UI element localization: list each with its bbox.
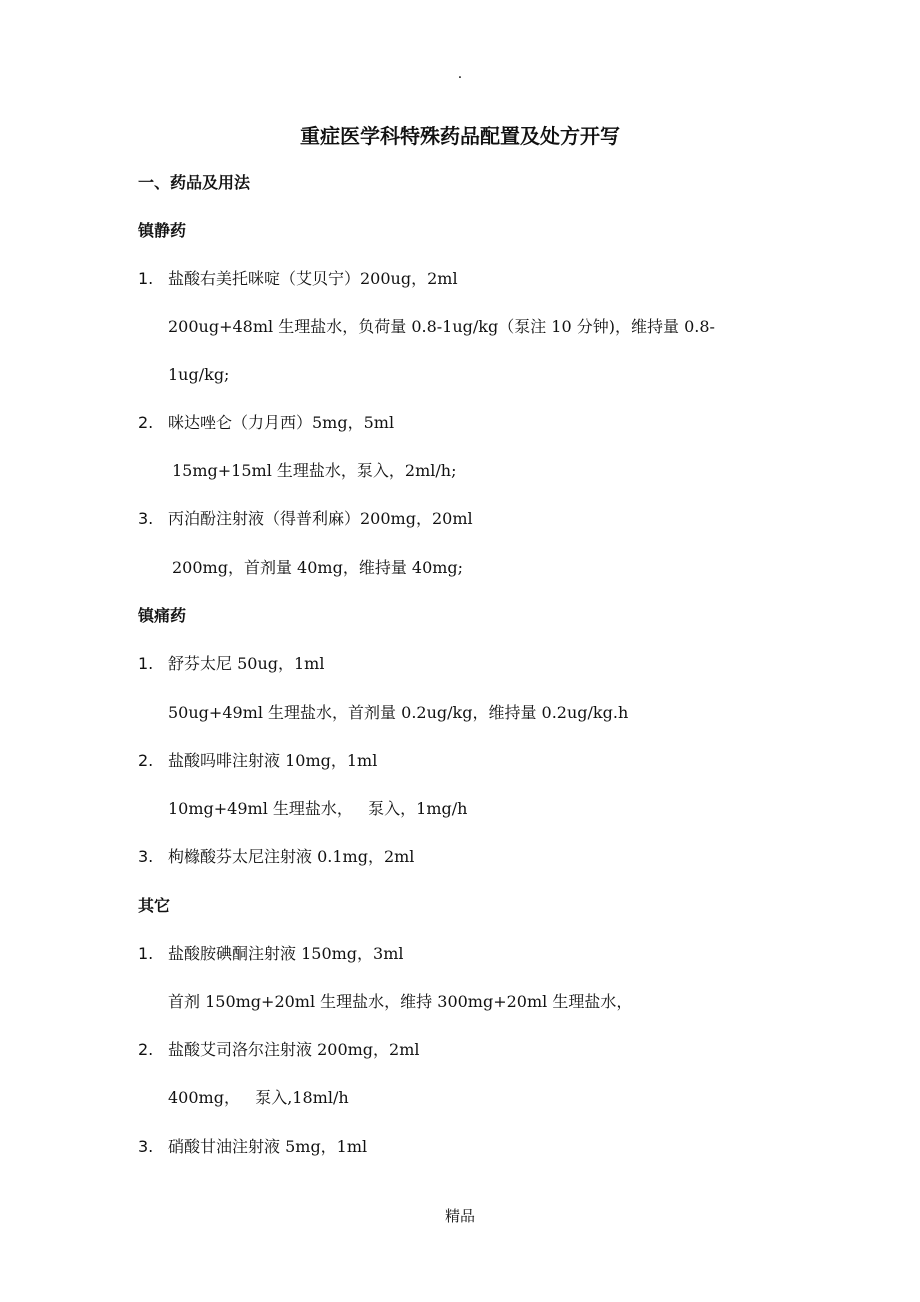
section-heading: 一、药品及用法 [138,173,251,192]
drug-name: 咪达唑仑（力月西）5mg，5ml [168,413,395,432]
drug-usage: 200ug+48ml 生理盐水，负荷量 0.8-1ug/kg（泵注 10 分钟)，维持量 0.8- [168,317,715,336]
document-title: 重症医学科特殊药品配置及处方开写 [300,124,620,148]
others-heading: 其它 [138,896,171,915]
item-number: 1. [138,944,154,963]
drug-name: 枸橼酸芬太尼注射液 0.1mg，2ml [168,847,415,866]
drug-name: 盐酸吗啡注射液 10mg，1ml [168,751,378,770]
item-number: 2. [138,413,154,432]
drug-usage: 50ug+49ml 生理盐水，首剂量 0.2ug/kg，维持量 0.2ug/kg.h [168,703,629,722]
drug-name: 盐酸胺碘酮注射液 150mg，3ml [168,944,404,963]
page-footer: 精品 [444,1207,475,1225]
item-number: 3. [138,509,154,528]
drug-name: 丙泊酚注射液（得普利麻）200mg，20ml [168,509,473,528]
drug-name: 硝酸甘油注射液 5mg，1ml [168,1137,368,1156]
drug-usage: 10mg+49ml 生理盐水， 泵入，1mg/h [168,799,468,818]
item-number: 3. [138,847,154,866]
drug-usage: 首剂 150mg+20ml 生理盐水，维持 300mg+20ml 生理盐水， [168,992,633,1011]
drug-usage: 1ug/kg; [168,365,230,384]
item-number: 3. [138,1137,154,1156]
item-number: 2. [138,1040,154,1059]
item-number: 1. [138,654,154,673]
drug-usage: 15mg+15ml 生理盐水，泵入，2ml/h; [172,461,457,480]
item-number: 1. [138,269,154,288]
item-number: 2. [138,751,154,770]
drug-name: 盐酸右美托咪啶（艾贝宁）200ug，2ml [168,269,458,288]
header-mark: · [457,70,463,86]
drug-usage: 200mg，首剂量 40mg，维持量 40mg; [172,558,464,577]
sedatives-heading: 镇静药 [138,221,187,240]
drug-usage: 400mg， 泵入,18ml/h [168,1088,349,1107]
drug-name: 盐酸艾司洛尔注射液 200mg，2ml [168,1040,420,1059]
analgesics-heading: 镇痛药 [138,606,187,625]
drug-name: 舒芬太尼 50ug，1ml [168,654,325,673]
